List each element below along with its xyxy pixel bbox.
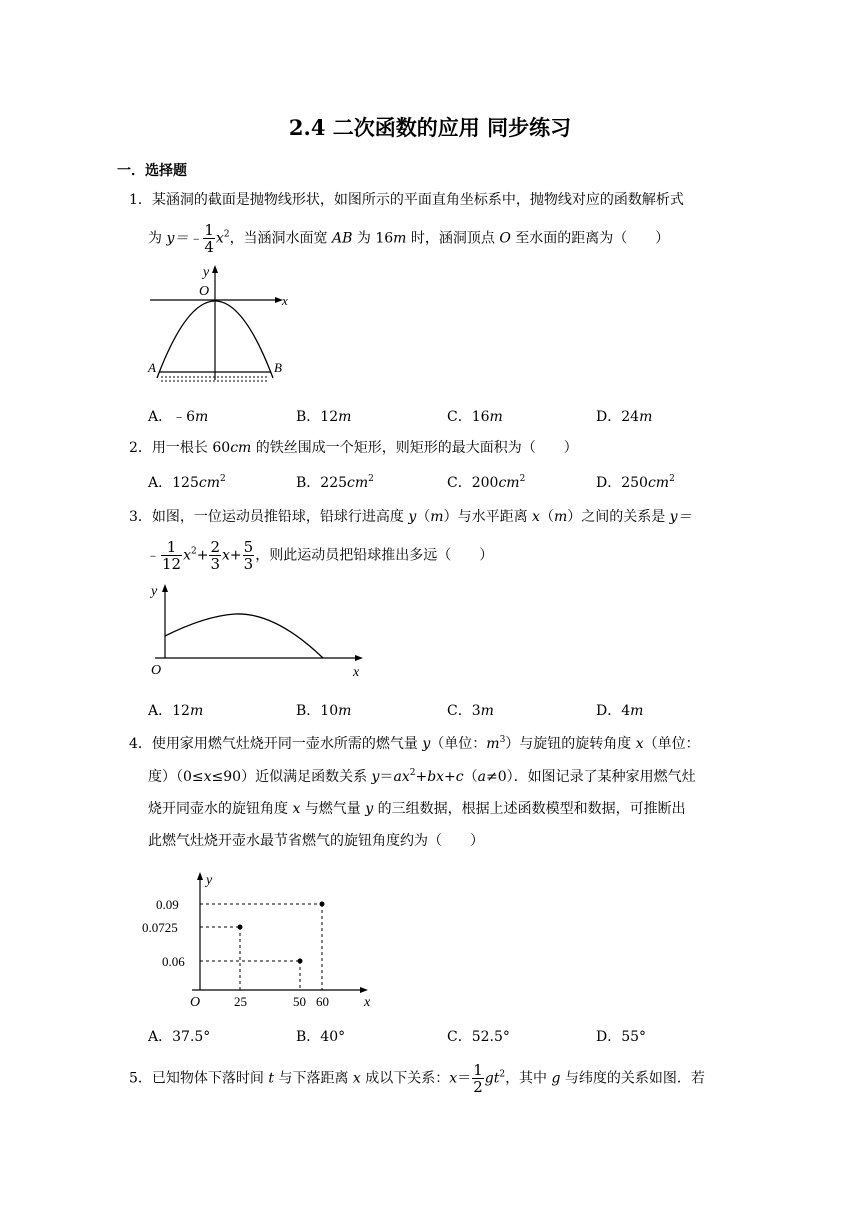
q4-xtick-25: 25 [234, 994, 247, 1008]
q4-option-b[interactable]: B．40° [296, 1029, 346, 1045]
q4-y-arrow [197, 872, 203, 880]
q1-fig-y-label: y [203, 265, 210, 280]
q1-option-a[interactable]: A．﹣6m [148, 409, 209, 425]
q4-figure [140, 868, 380, 1008]
q3-line1: 3．如图，一位运动员推铅球，铅球行进高度 y（m）与水平距离 x（m）之间的关系是 y＝ [129, 509, 692, 525]
q1-y-arrow [212, 265, 218, 273]
q4-point-60 [320, 902, 325, 907]
q1-fig-b-label: B [274, 360, 282, 375]
q3-fig-y-label: y [151, 584, 158, 599]
q4-ytick-0.06: 0.06 [162, 954, 185, 969]
q3-figure [145, 580, 375, 680]
q4-line2: 度）（0≤x≤90）近似满足函数关系 $y=ax^2+bx+c(a\ne 0)$．如图记录了某种家用燃气灶 [148, 768, 696, 785]
q3-line2: ﹣ $\frac{1}{12}$ $x^2+$ $\frac{2}{3}$ x+ $\frac{5}{3}$ ，则此运动员把铅球推出多远（ ） [146, 538, 494, 573]
q5-fraction: $\frac{1}{2}$ [473, 1061, 483, 1096]
q2-option-c[interactable]: C．$200cm^2$ [447, 474, 526, 491]
q3-option-b[interactable]: B．10m [296, 703, 352, 719]
q1-option-d[interactable]: D．24m [596, 409, 653, 425]
q1-fig-a-label: A [148, 360, 156, 375]
q1-fraction: $\frac{1}{4}$ [204, 221, 214, 256]
q4-fig-y-label: y [206, 873, 213, 888]
q4-point-25 [238, 925, 243, 930]
q4-ytick-0.0725: 0.0725 [142, 920, 178, 935]
q4-xtick-50: 50 [293, 994, 306, 1008]
section-heading: 一．选择题 [117, 163, 187, 179]
q1-figure [145, 262, 295, 392]
q2-option-d[interactable]: D．$250cm^2$ [596, 474, 675, 491]
q4-xtick-60: 60 [316, 994, 329, 1008]
q3-fig-o-label: O [151, 663, 162, 678]
q4-point-50 [298, 959, 303, 964]
q3-number: 3． [129, 509, 152, 525]
q1-number: 1． [129, 192, 152, 208]
q4-fig-x-label: x [364, 995, 371, 1008]
q3-fig-x-label: x [353, 665, 360, 680]
q4-option-d[interactable]: D．55° [596, 1029, 647, 1045]
q2-number: 2． [129, 440, 152, 456]
q5-line1: 5．已知物体下落时间 t 与下落距离 x 成以下关系：x＝ $\frac{1}{2}$ $gt^2$，其中 g 与纬度的关系如图．若 [129, 1061, 705, 1096]
q1-option-b[interactable]: B．12m [296, 409, 352, 425]
q1-fig-x-label: x [282, 293, 288, 308]
q2-option-a[interactable]: A．$125cm^2$ [148, 474, 226, 491]
q4-fig-o-label: O [190, 995, 201, 1008]
q4-option-c[interactable]: C．52.5° [447, 1029, 510, 1045]
page-title: 2.4 二次函数的应用 同步练习 [288, 115, 572, 140]
q4-line1: 4．使用家用燃气灶烧开同一壶水所需的燃气量 y（单位：$m^3$）与旋钮的旋转角度 x（单位： [129, 735, 700, 752]
q2-line: 2．用一根长 60cm 的铁丝围成一个矩形，则矩形的最大面积为（ ） [129, 440, 578, 456]
q1-line1: 1．某涵洞的截面是抛物线形状，如图所示的平面直角坐标系中，抛物线对应的函数解析式 [129, 192, 684, 208]
q4-ytick-0.09: 0.09 [156, 897, 179, 912]
q3-x-arrow [355, 655, 363, 661]
q3-y-arrow [162, 584, 168, 592]
q4-line4: 此燃气灶烧开壶水最节省燃气的旋钮角度约为（ ） [148, 833, 484, 849]
q2-option-b[interactable]: B．$225cm^2$ [296, 474, 374, 491]
q1-option-c[interactable]: C．16m [447, 409, 503, 425]
q3-option-a[interactable]: A．12m [148, 703, 204, 719]
q3-option-d[interactable]: D．4m [596, 703, 644, 719]
q4-line3: 烧开同壶水的旋钮角度 x 与燃气量 y 的三组数据，根据上述函数模型和数据，可推断出 [148, 801, 686, 817]
q5-number: 5． [129, 1070, 152, 1087]
q3-option-c[interactable]: C．3m [447, 703, 494, 719]
q3-trajectory [165, 614, 323, 658]
q1-fig-o-label: O [199, 284, 210, 299]
q4-option-a[interactable]: A．37.5° [148, 1029, 211, 1045]
q4-x-arrow [360, 987, 368, 993]
q1-line2: 为 y＝﹣ $\frac{1}{4}$ $x^2$，当涵洞水面宽 AB 为 16m 时，涵洞顶点 O 至水面的距离为（ ） [148, 221, 670, 256]
q4-number: 4． [129, 736, 152, 752]
